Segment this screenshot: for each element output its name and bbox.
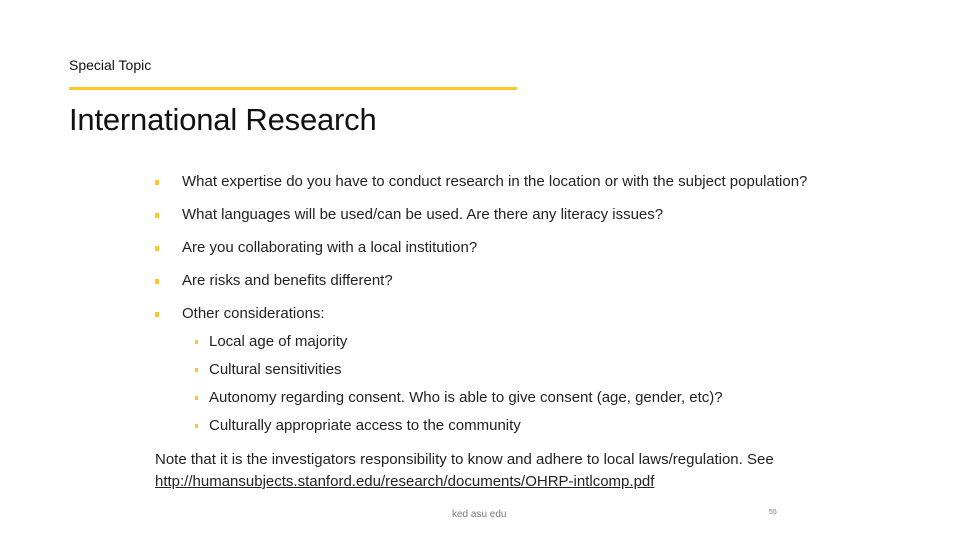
footer-site: ked asu edu (452, 509, 507, 520)
sub-bullet-text: Cultural sensitivities (209, 361, 342, 378)
sub-bullet-list (195, 332, 723, 444)
sub-bullet-marker-icon (195, 424, 198, 428)
bullet-text: What expertise do you have to conduct research in the location or with the subject population? (182, 173, 808, 190)
sub-bullet-item (195, 416, 723, 444)
bullet-list (155, 172, 807, 337)
sub-bullet-text: Autonomy regarding consent. Who is able to give consent (age, gender, etc)? (209, 389, 723, 406)
bullet-text: Are you collaborating with a local institution? (182, 239, 478, 256)
bullet-text: Other considerations: (182, 305, 325, 322)
bullet-item (155, 172, 807, 205)
slide-title: International Research (69, 102, 377, 137)
bullet-marker-icon (155, 279, 159, 284)
note-text: Note that it is the investigators responsibility to know and adhere to local laws/regulation. See (155, 451, 774, 468)
sub-bullet-item (195, 388, 723, 416)
regulation-note (155, 449, 855, 493)
sub-bullet-text: Local age of majority (209, 333, 348, 350)
bullet-marker-icon (155, 312, 159, 317)
sub-bullet-item (195, 360, 723, 388)
sub-bullet-marker-icon (195, 396, 198, 400)
section-label: Special Topic (69, 57, 152, 73)
ohrp-link[interactable]: http://humansubjects.stanford.edu/research/documents/OHRP-intlcomp.pdf (155, 473, 655, 490)
page-number: 55 (769, 509, 777, 516)
bullet-marker-icon (155, 180, 159, 185)
bullet-text: What languages will be used/can be used. Are there any literacy issues? (182, 206, 664, 223)
bullet-marker-icon (155, 246, 159, 251)
sub-bullet-item (195, 332, 723, 360)
bullet-item (155, 271, 807, 304)
sub-bullet-text: Culturally appropriate access to the community (209, 417, 521, 434)
bullet-text: Are risks and benefits different? (182, 272, 393, 289)
title-accent-rule (69, 87, 517, 90)
bullet-marker-icon (155, 213, 159, 218)
sub-bullet-marker-icon (195, 368, 198, 372)
bullet-item (155, 238, 807, 271)
sub-bullet-marker-icon (195, 340, 198, 344)
bullet-item (155, 205, 807, 238)
